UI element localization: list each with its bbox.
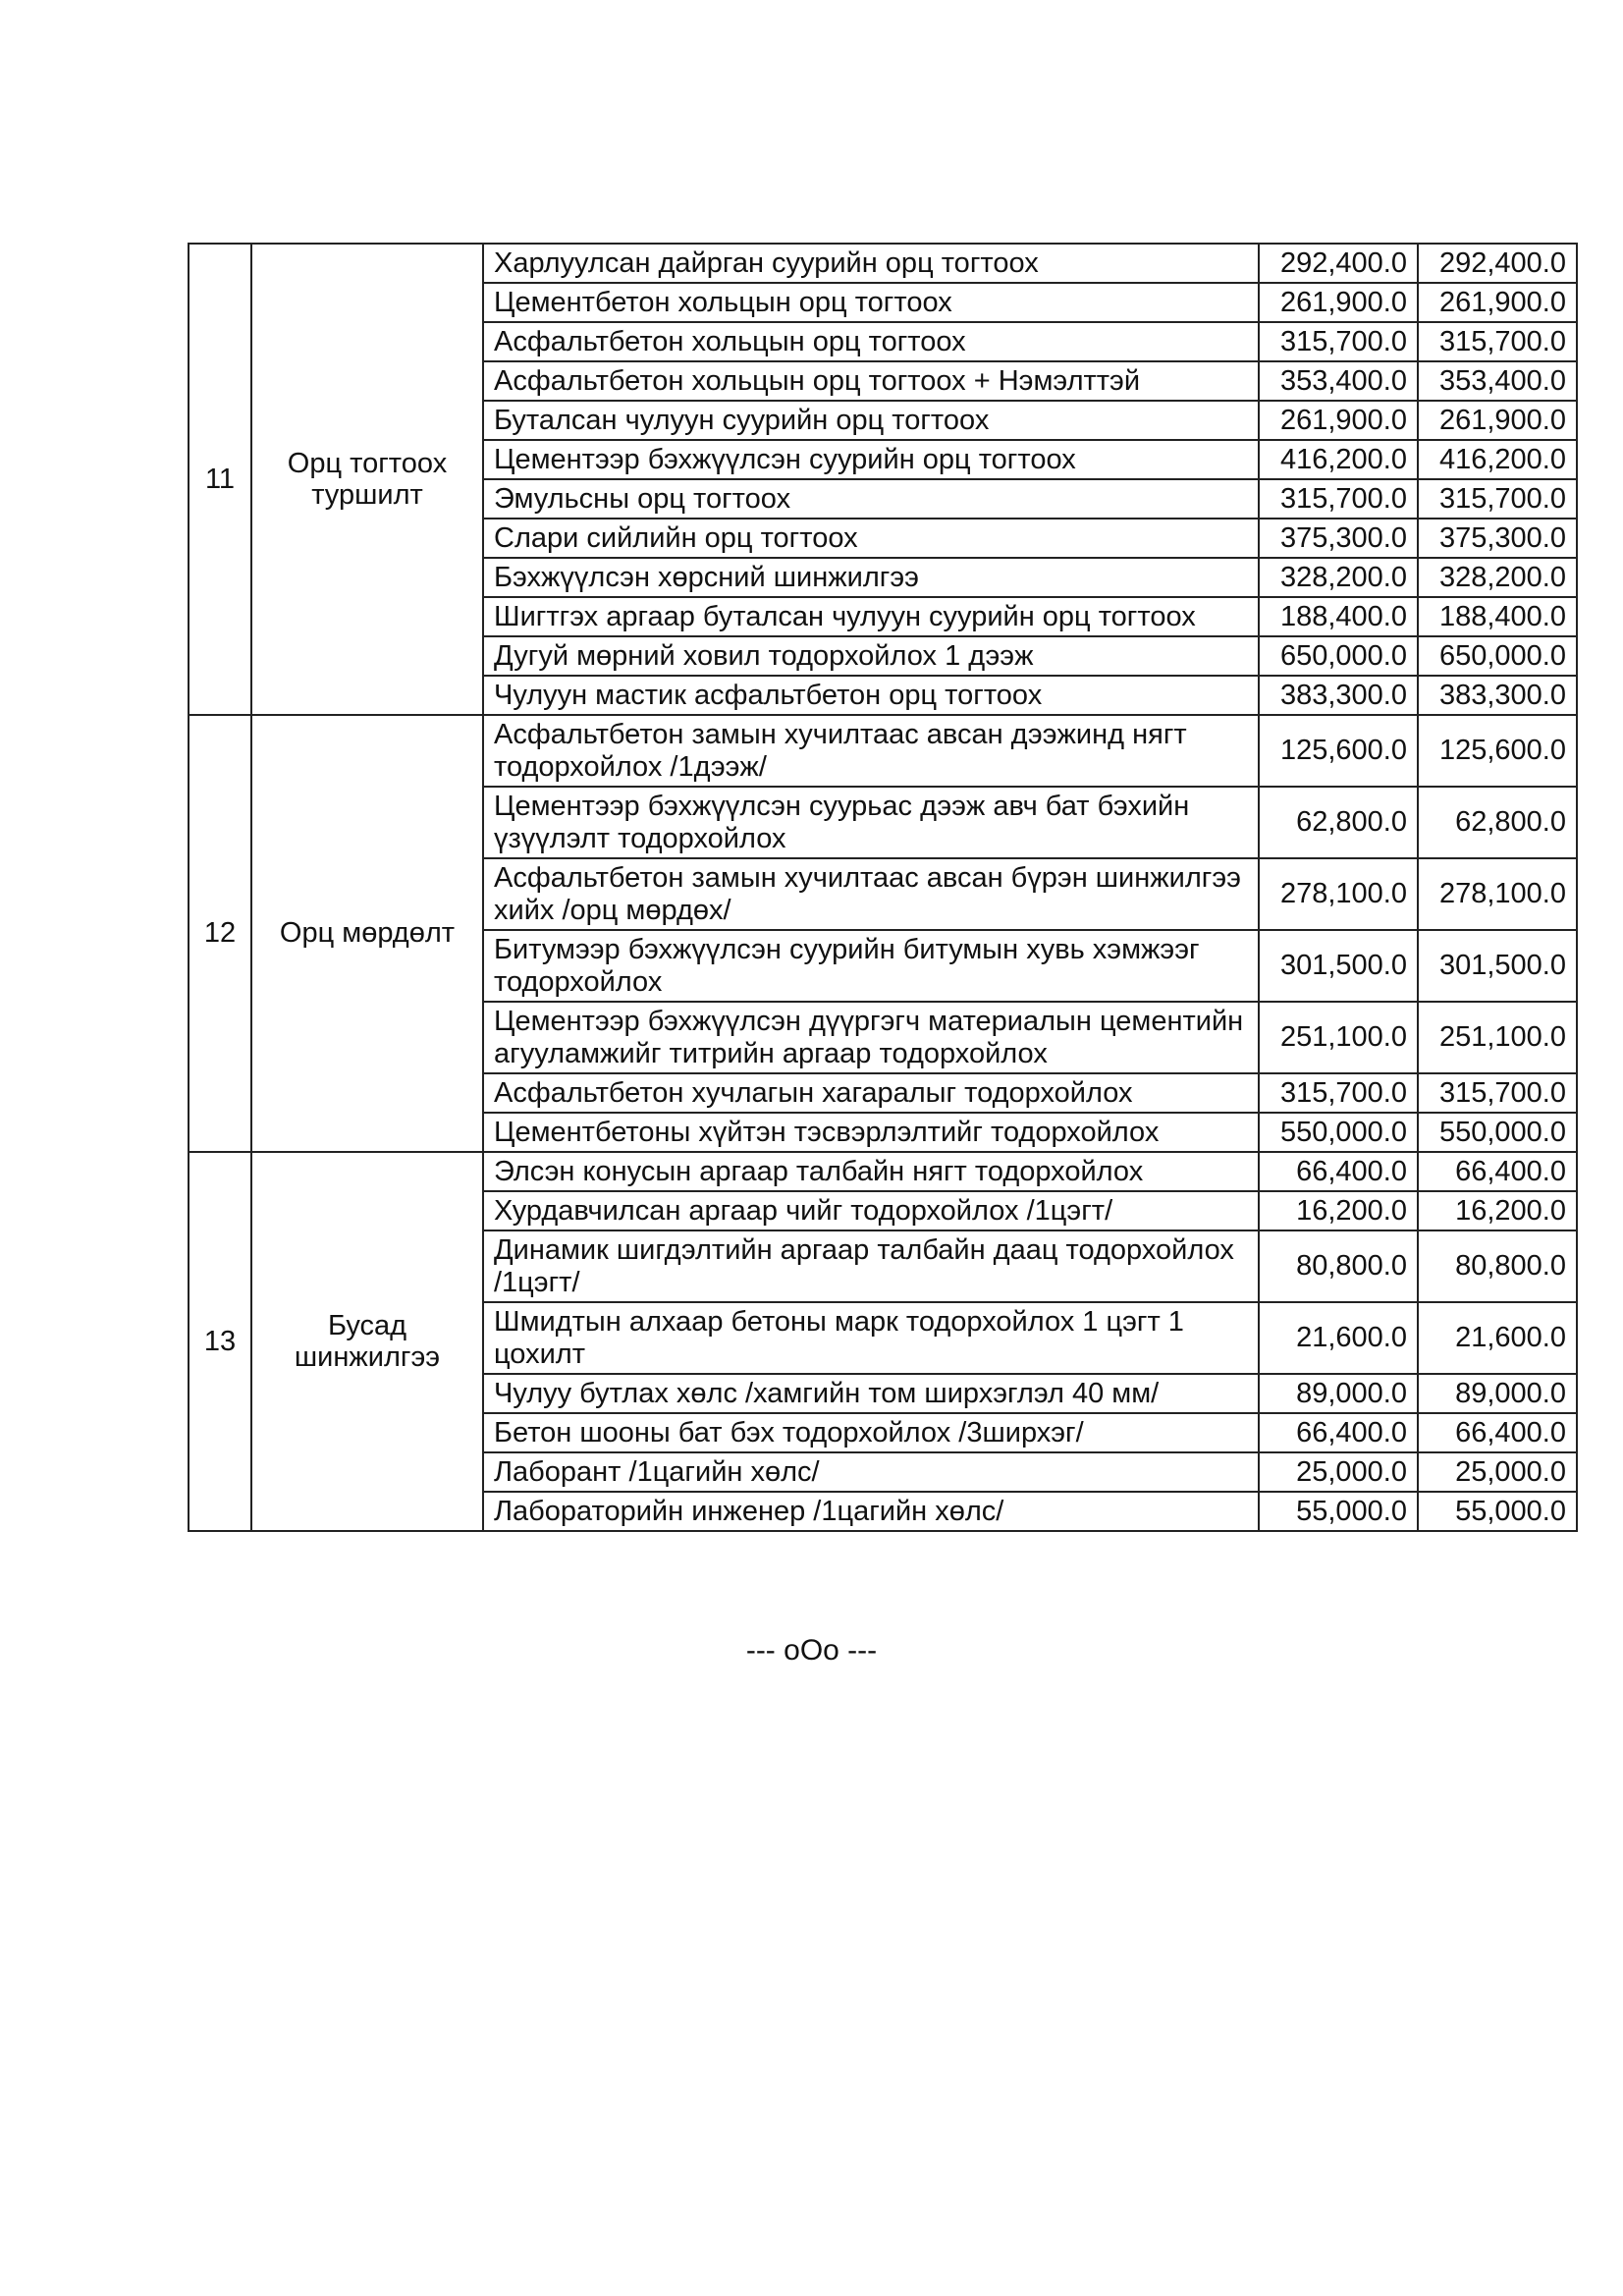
price-cell: 301,500.0 <box>1259 930 1418 1002</box>
item-description: Цементээр бэхжүүлсэн суурийн орц тогтоох <box>483 440 1259 479</box>
price-cell: 16,200.0 <box>1418 1191 1577 1230</box>
price-cell: 66,400.0 <box>1259 1152 1418 1191</box>
price-cell: 89,000.0 <box>1418 1374 1577 1413</box>
item-description: Цементээр бэхжүүлсэн дүүргэгч материалын цементийн агууламжийг титрийн аргаар тодорхойлох <box>483 1002 1259 1073</box>
price-cell: 353,400.0 <box>1259 361 1418 401</box>
item-description: Динамик шигдэлтийн аргаар талбайн даац тодорхойлох /1цэгт/ <box>483 1230 1259 1302</box>
group-number: 12 <box>189 715 251 1152</box>
price-cell: 261,900.0 <box>1418 401 1577 440</box>
price-cell: 550,000.0 <box>1418 1113 1577 1152</box>
price-cell: 383,300.0 <box>1259 676 1418 715</box>
item-description: Лаборант /1цагийн хөлс/ <box>483 1452 1259 1492</box>
price-cell: 650,000.0 <box>1259 636 1418 676</box>
price-cell: 25,000.0 <box>1418 1452 1577 1492</box>
price-cell: 315,700.0 <box>1418 479 1577 519</box>
item-description: Харлуулсан дайрган суурийн орц тогтоох <box>483 244 1259 283</box>
item-description: Асфальтбетон замын хучилтаас авсан дээжинд нягт тодорхойлох /1дээж/ <box>483 715 1259 787</box>
price-cell: 292,400.0 <box>1259 244 1418 283</box>
price-cell: 650,000.0 <box>1418 636 1577 676</box>
price-cell: 261,900.0 <box>1259 401 1418 440</box>
price-cell: 188,400.0 <box>1418 597 1577 636</box>
end-of-document-mark: --- oOo --- <box>745 1634 878 1667</box>
item-description: Битумээр бэхжүүлсэн суурийн битумын хувь хэмжээг тодорхойлох <box>483 930 1259 1002</box>
price-cell: 328,200.0 <box>1259 558 1418 597</box>
price-cell: 188,400.0 <box>1259 597 1418 636</box>
price-cell: 315,700.0 <box>1418 1073 1577 1113</box>
price-cell: 375,300.0 <box>1418 519 1577 558</box>
item-description: Бетон шооны бат бэх тодорхойлох /3ширхэг/ <box>483 1413 1259 1452</box>
price-cell: 278,100.0 <box>1259 858 1418 930</box>
price-cell: 66,400.0 <box>1418 1413 1577 1452</box>
item-description: Чулуун мастик асфальтбетон орц тогтоох <box>483 676 1259 715</box>
item-description: Слари сийлийн орц тогтоох <box>483 519 1259 558</box>
price-cell: 301,500.0 <box>1418 930 1577 1002</box>
price-cell: 16,200.0 <box>1259 1191 1418 1230</box>
item-description: Цементбетон хольцын орц тогтоох <box>483 283 1259 322</box>
price-cell: 315,700.0 <box>1418 322 1577 361</box>
price-cell: 328,200.0 <box>1418 558 1577 597</box>
group-title: Бусад шинжилгээ <box>251 1152 483 1531</box>
item-description: Хурдавчилсан аргаар чийг тодорхойлох /1цэгт/ <box>483 1191 1259 1230</box>
price-cell: 62,800.0 <box>1418 787 1577 858</box>
price-table <box>188 243 1578 1532</box>
group-title: Орц тогтоох туршилт <box>251 244 483 715</box>
group-title: Орц мөрдөлт <box>251 715 483 1152</box>
table-row <box>189 1152 1577 1191</box>
price-cell: 375,300.0 <box>1259 519 1418 558</box>
group-number: 11 <box>189 244 251 715</box>
price-cell: 383,300.0 <box>1418 676 1577 715</box>
price-cell: 25,000.0 <box>1259 1452 1418 1492</box>
item-description: Асфальтбетон хольцын орц тогтоох + Нэмэлттэй <box>483 361 1259 401</box>
price-cell: 251,100.0 <box>1259 1002 1418 1073</box>
price-cell: 55,000.0 <box>1418 1492 1577 1531</box>
item-description: Эмульсны орц тогтоох <box>483 479 1259 519</box>
price-cell: 261,900.0 <box>1418 283 1577 322</box>
price-cell: 550,000.0 <box>1259 1113 1418 1152</box>
price-cell: 315,700.0 <box>1259 322 1418 361</box>
price-cell: 62,800.0 <box>1259 787 1418 858</box>
item-description: Цементээр бэхжүүлсэн суурьас дээж авч бат бэхийн үзүүлэлт тодорхойлох <box>483 787 1259 858</box>
item-description: Чулуу бутлах хөлс /хамгийн том ширхэглэл 40 мм/ <box>483 1374 1259 1413</box>
item-description: Цементбетоны хүйтэн тэсвэрлэлтийг тодорхойлох <box>483 1113 1259 1152</box>
item-description: Бэхжүүлсэн хөрсний шинжилгээ <box>483 558 1259 597</box>
price-cell: 315,700.0 <box>1259 479 1418 519</box>
item-description: Элсэн конусын аргаар талбайн нягт тодорхойлох <box>483 1152 1259 1191</box>
item-description: Шигтгэх аргаар буталсан чулуун суурийн орц тогтоох <box>483 597 1259 636</box>
table-row <box>189 715 1577 787</box>
price-cell: 55,000.0 <box>1259 1492 1418 1531</box>
price-cell: 125,600.0 <box>1259 715 1418 787</box>
price-cell: 89,000.0 <box>1259 1374 1418 1413</box>
price-cell: 261,900.0 <box>1259 283 1418 322</box>
price-cell: 125,600.0 <box>1418 715 1577 787</box>
price-cell: 251,100.0 <box>1418 1002 1577 1073</box>
price-cell: 416,200.0 <box>1259 440 1418 479</box>
price-cell: 278,100.0 <box>1418 858 1577 930</box>
price-cell: 66,400.0 <box>1259 1413 1418 1452</box>
price-cell: 66,400.0 <box>1418 1152 1577 1191</box>
price-cell: 21,600.0 <box>1259 1302 1418 1374</box>
price-cell: 353,400.0 <box>1418 361 1577 401</box>
item-description: Асфальтбетон замын хучилтаас авсан бүрэн шинжилгээ хийх /орц мөрдөх/ <box>483 858 1259 930</box>
item-description: Асфальтбетон хучлагын хагаралыг тодорхойлох <box>483 1073 1259 1113</box>
price-cell: 80,800.0 <box>1418 1230 1577 1302</box>
item-description: Асфальтбетон хольцын орц тогтоох <box>483 322 1259 361</box>
price-cell: 21,600.0 <box>1418 1302 1577 1374</box>
price-cell: 80,800.0 <box>1259 1230 1418 1302</box>
item-description: Лабораторийн инженер /1цагийн хөлс/ <box>483 1492 1259 1531</box>
group-number: 13 <box>189 1152 251 1531</box>
price-cell: 292,400.0 <box>1418 244 1577 283</box>
price-cell: 416,200.0 <box>1418 440 1577 479</box>
table-row <box>189 244 1577 283</box>
price-cell: 315,700.0 <box>1259 1073 1418 1113</box>
item-description: Буталсан чулуун суурийн орц тогтоох <box>483 401 1259 440</box>
item-description: Шмидтын алхаар бетоны марк тодорхойлох 1 цэгт 1 цохилт <box>483 1302 1259 1374</box>
item-description: Дугуй мөрний ховил тодорхойлох 1 дээж <box>483 636 1259 676</box>
